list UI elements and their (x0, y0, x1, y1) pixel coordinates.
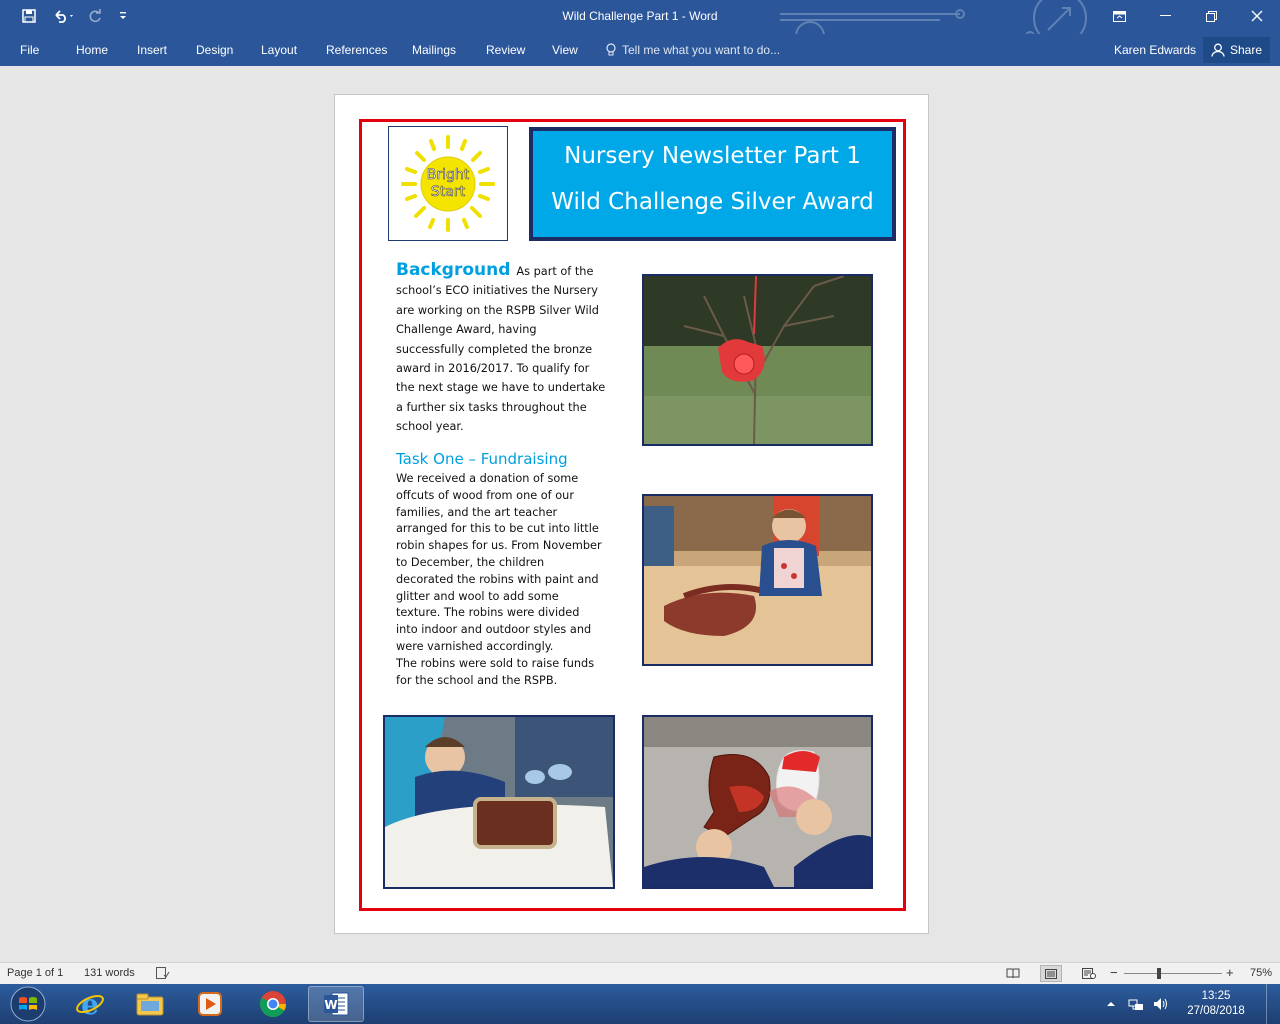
bright-start-logo (388, 126, 508, 241)
person-icon (1211, 43, 1225, 57)
ribbon-display-options-icon[interactable] (1104, 4, 1134, 28)
tab-mailings[interactable]: Mailings (412, 43, 457, 57)
zoom-out-button[interactable]: − (1110, 965, 1118, 980)
photo-robin-feeder-garden[interactable] (642, 274, 873, 446)
internet-explorer-icon (75, 989, 105, 1019)
media-player-taskbar-button[interactable] (182, 986, 238, 1022)
word-count[interactable]: 131 words (84, 967, 135, 979)
tell-me-search[interactable] (606, 40, 780, 60)
file-explorer-taskbar-button[interactable] (122, 986, 178, 1022)
background-paragraph (396, 261, 606, 437)
windows-taskbar (0, 984, 1280, 1024)
close-button[interactable] (1242, 4, 1272, 28)
clock-time: 13:25 (1201, 990, 1231, 1002)
chrome-icon (258, 989, 288, 1019)
restore-button[interactable] (1196, 4, 1226, 28)
document-page[interactable] (334, 94, 929, 934)
photo-child-with-tray[interactable] (383, 715, 615, 889)
volume-icon[interactable] (1152, 984, 1170, 1024)
background-heading: Background (396, 260, 511, 280)
tab-home[interactable]: Home (76, 43, 109, 57)
chevron-up-icon (1106, 1000, 1116, 1008)
tab-layout[interactable]: Layout (261, 43, 298, 57)
web-layout-icon[interactable] (1078, 965, 1100, 982)
tab-references[interactable]: References (326, 43, 388, 57)
internet-explorer-taskbar-button[interactable] (62, 986, 118, 1022)
windows-logo-icon (10, 986, 46, 1022)
banner-subtitle: Wild Challenge Silver Award (551, 189, 874, 215)
title-bar (0, 0, 1280, 34)
task-one-heading: Task One – Fundraising (396, 450, 568, 468)
lightbulb-icon (606, 43, 616, 57)
background-text: As part of the school’s ECO initiatives the Nursery are working on the RSPB Silver Wild Challenge Award, having successfully completed the bronze award in 2016/2017. To qualify for the next stage we have to undertake a further six tasks throughout the school year. (396, 265, 606, 434)
document-workspace (0, 66, 1280, 962)
task-one-paragraph (396, 471, 602, 689)
word-taskbar-button[interactable] (308, 986, 364, 1022)
zoom-level[interactable]: 75% (1250, 967, 1273, 979)
share-button[interactable] (1203, 37, 1270, 63)
chrome-taskbar-button[interactable] (245, 986, 301, 1022)
start-button[interactable] (4, 985, 52, 1023)
proofing-icon[interactable] (156, 967, 170, 982)
word-icon (322, 990, 350, 1018)
logo-text-start: Start (430, 184, 466, 200)
tab-insert[interactable]: Insert (137, 43, 168, 57)
media-player-icon (197, 991, 223, 1017)
tab-design[interactable]: Design (196, 43, 234, 57)
banner-title: Nursery Newsletter Part 1 (564, 143, 861, 169)
show-desktop-button[interactable] (1266, 984, 1280, 1024)
status-bar (0, 962, 1280, 984)
zoom-slider-thumb[interactable] (1157, 968, 1161, 979)
zoom-in-button[interactable]: + (1226, 965, 1234, 980)
ribbon-tab-bar (0, 34, 1280, 66)
svg-text:e: e (81, 989, 99, 1019)
network-icon[interactable] (1128, 984, 1144, 1024)
system-clock[interactable] (1186, 989, 1246, 1019)
tab-file[interactable]: File (20, 43, 40, 57)
svg-text:W: W (324, 998, 338, 1012)
tell-me-placeholder: Tell me what you want to do... (622, 43, 781, 57)
photo-painted-robin[interactable] (642, 715, 873, 889)
zoom-slider-track[interactable] (1124, 973, 1222, 974)
user-name[interactable]: Karen Edwards (1114, 43, 1197, 57)
photo-child-painting[interactable] (642, 494, 873, 666)
minimize-button[interactable] (1150, 4, 1180, 28)
print-layout-icon[interactable] (1040, 965, 1062, 982)
task-one-text-funds: The robins were sold to raise funds for the school and the RSPB. (396, 656, 595, 687)
read-mode-icon[interactable] (1002, 965, 1024, 982)
clock-date: 27/08/2018 (1187, 1005, 1245, 1017)
window-title: Wild Challenge Part 1 - Word (562, 9, 718, 23)
task-one-text: We received a donation of some offcuts of wood from one of our families, and the art teacher arranged for this to be cut into little robin shapes for us. From November to December, the children decorated the robins with paint and glitter and wool to add some texture. The robins were divided into indoor and outdoor styles and were varnished accordingly. (396, 472, 602, 653)
folder-icon (135, 991, 165, 1017)
logo-text-bright: Bright (426, 167, 470, 183)
tab-review[interactable]: Review (486, 43, 526, 57)
newsletter-banner (529, 127, 896, 241)
page-count[interactable]: Page 1 of 1 (7, 967, 64, 979)
tab-view[interactable]: View (552, 43, 578, 57)
show-hidden-icons-button[interactable] (1106, 984, 1116, 1024)
share-label: Share (1230, 43, 1263, 57)
